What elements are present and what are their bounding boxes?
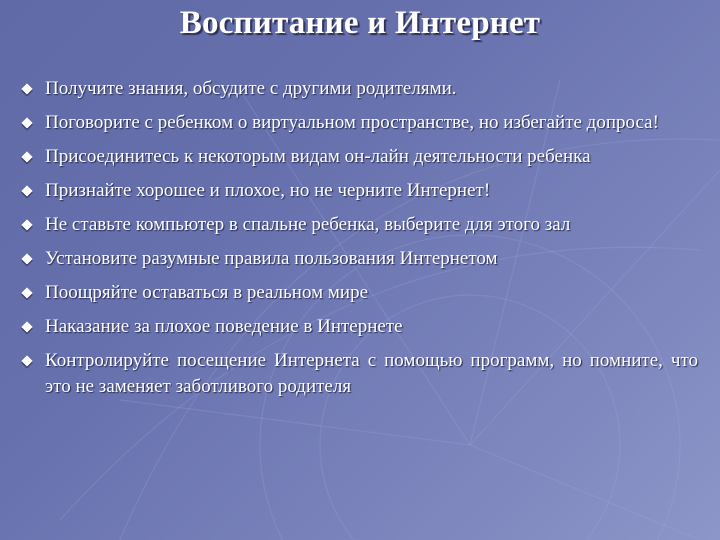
bullet-text: Поговорите с ребенком о виртуальном пространстве, но избегайте допроса! [45, 112, 659, 133]
bullet-text: Присоединитесь к некоторым видам он-лайн деятельности ребенка [45, 146, 591, 167]
bullet-text: Получите знания, обсудите с другими родителями. [45, 78, 457, 99]
bullet-text: Поощряйте оставаться в реальном мире [45, 282, 369, 303]
diamond-bullet-icon [21, 117, 32, 128]
diamond-bullet-icon [21, 185, 32, 196]
bullet-item [22, 110, 698, 136]
slide-title: Воспитание и Интернет [179, 5, 541, 41]
bullet-item [22, 314, 698, 340]
diamond-bullet-icon [21, 321, 32, 332]
bullet-item [22, 76, 698, 102]
diamond-bullet-icon [21, 219, 32, 230]
diamond-bullet-icon [21, 151, 32, 162]
bullet-text: Контролируйте посещение Интернета с помощью программ, но помните, что это не заменяет заботливого родителя [45, 350, 698, 397]
bullet-list [22, 76, 698, 408]
bullet-item [22, 212, 698, 238]
diamond-bullet-icon [21, 253, 32, 264]
bullet-text: Признайте хорошее и плохое, но не черните Интернет! [45, 180, 491, 201]
bullet-item [22, 280, 698, 306]
bullet-item [22, 178, 698, 204]
diamond-bullet-icon [21, 83, 32, 94]
bullet-item [22, 348, 698, 400]
bullet-item [22, 246, 698, 272]
bullet-text: Установите разумные правила пользования Интернетом [45, 248, 498, 269]
bullet-item [22, 144, 698, 170]
bullet-text: Не ставьте компьютер в спальне ребенка, выберите для этого зал [45, 214, 571, 235]
bullet-text: Наказание за плохое поведение в Интернете [45, 316, 403, 337]
diamond-bullet-icon [21, 355, 32, 366]
diamond-bullet-icon [21, 287, 32, 298]
